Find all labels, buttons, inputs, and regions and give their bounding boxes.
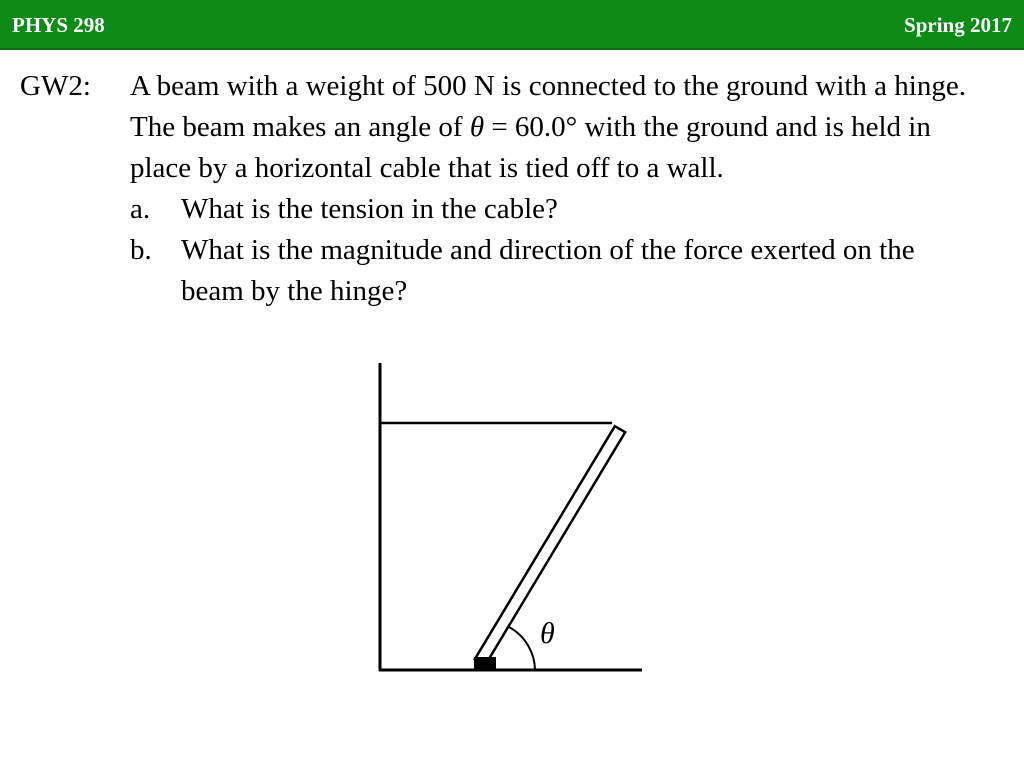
theta-symbol: θ [469,111,485,143]
header-bar [0,0,1024,50]
sub-question-a [130,189,980,230]
angle-arc [509,627,535,670]
term-label: Spring 2017 [904,13,1012,37]
problem-statement [130,66,980,189]
sub-question-text: What is the tension in the cable? [181,193,558,225]
sub-question-text: What is the magnitude and direction of the force exerted on the beam by the hinge? [181,234,915,307]
sub-question-letter: b. [130,234,152,266]
statement-part2: = 60.0° with the ground and is held in place by a horizontal cable that is tied off to a wall. [130,111,931,184]
hinge-block [474,657,496,671]
beam-diagram [360,355,660,685]
statement-part1: A beam with a weight of 500 N is connected to the ground with a hinge. The beam makes an angle of [130,70,966,143]
problem-number: GW2: [20,70,91,102]
sub-question-b [130,230,980,312]
problem-body [130,66,980,312]
course-code: PHYS 298 [12,13,105,37]
sub-question-letter: a. [130,193,151,225]
angle-label: θ [540,617,555,650]
